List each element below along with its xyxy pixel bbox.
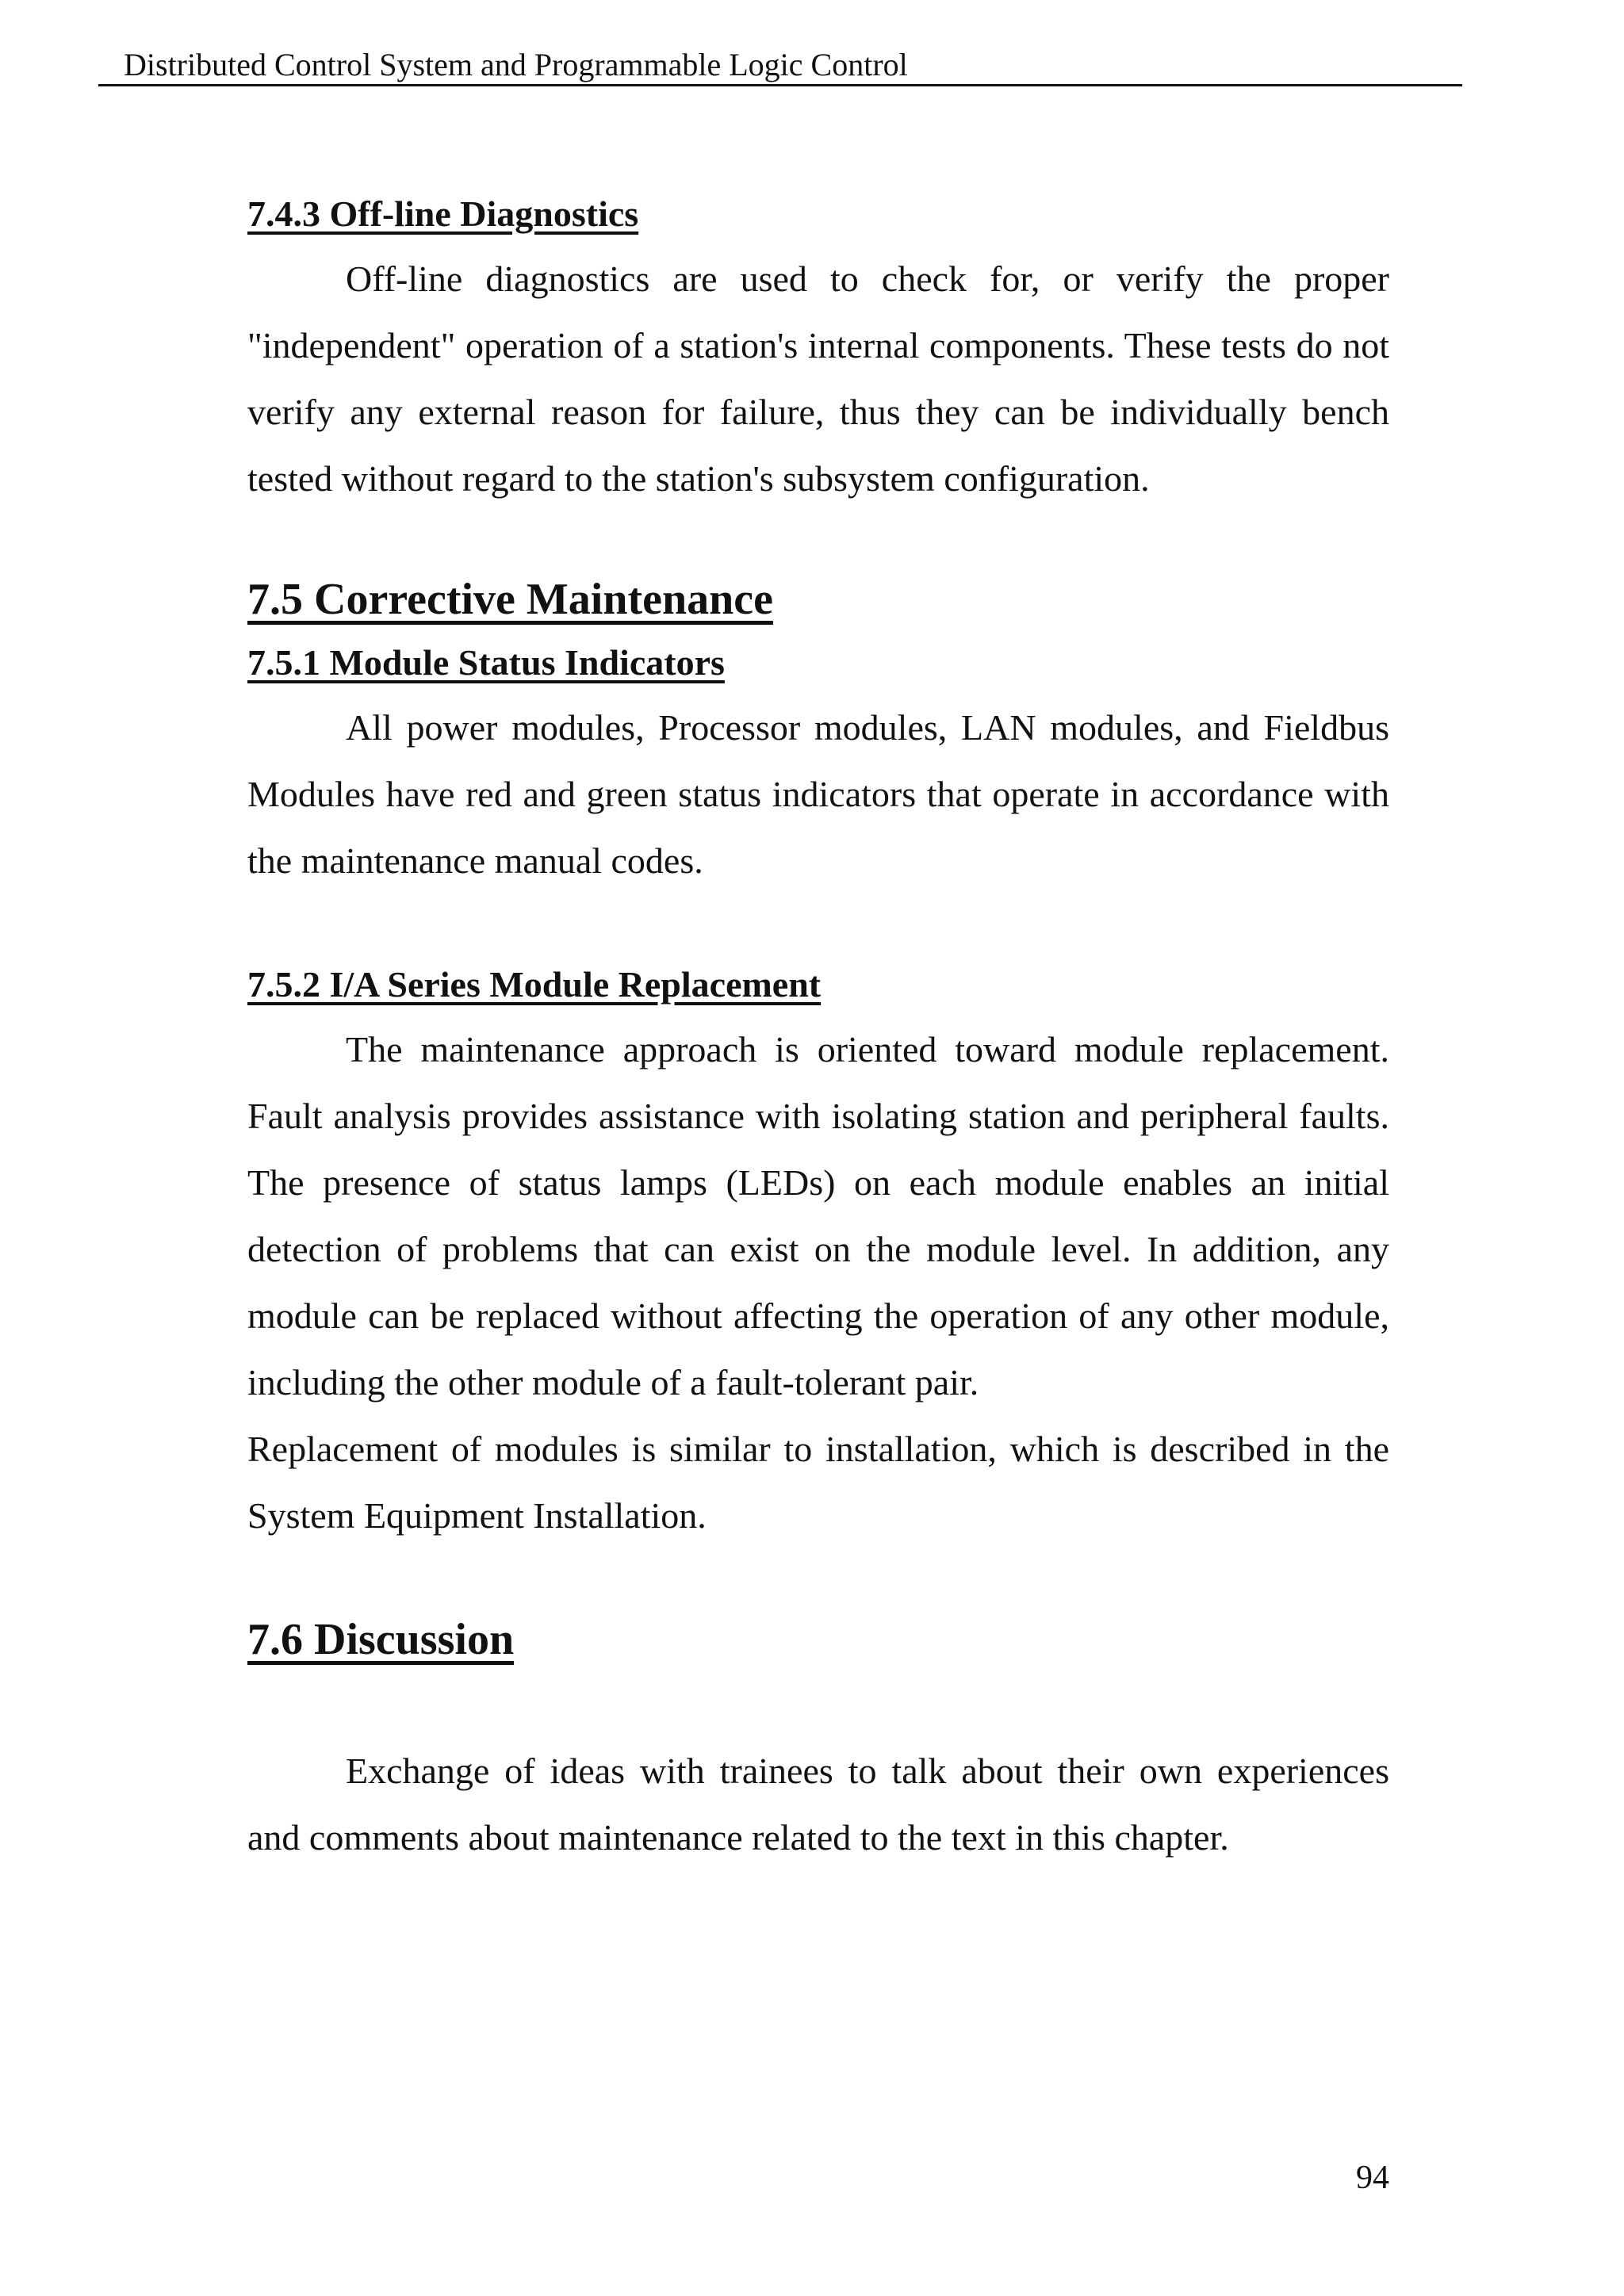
paragraph-discussion: Exchange of ideas with trainees to talk about their own experiences and comments about maintenance related to the text in this chapter. bbox=[247, 1751, 1389, 1858]
paragraph-module-status-indicators: All power modules, Processor modules, LAN modules, and Fieldbus Modules have red and green status indicators that operate in accordance with the maintenance manual codes. bbox=[247, 707, 1389, 881]
section-7-5-2 bbox=[247, 961, 1389, 1549]
page-content bbox=[247, 190, 1389, 1871]
page-number: 94 bbox=[1356, 2160, 1389, 2196]
section-7-6 bbox=[247, 1611, 1389, 1871]
section-7-5-1 bbox=[247, 639, 1389, 894]
heading-7-5-1: 7.5.1 Module Status Indicators bbox=[247, 642, 725, 683]
heading-7-5-2: 7.5.2 I/A Series Module Replacement bbox=[247, 964, 822, 1004]
heading-7-5: 7.5 Corrective Maintenance bbox=[247, 575, 773, 624]
paragraph-module-replacement: The maintenance approach is oriented toward module replacement. Fault analysis provides assistance with isolating station and peripheral faults. The presence of status lamps (LEDs) on each module enables an initial detection of problems that can exist on the module level. In addition, any module can be replaced without affecting the operation of any other module, including the other module of a fault-tolerant pair. bbox=[247, 1029, 1389, 1402]
running-header bbox=[98, 46, 1462, 86]
running-header-title: Distributed Control System and Programmable Logic Control bbox=[124, 47, 908, 82]
paragraph-replacement-installation: Replacement of modules is similar to installation, which is described in the System Equipment Installation. bbox=[247, 1429, 1389, 1536]
section-7-5 bbox=[247, 571, 1389, 628]
heading-7-6: 7.6 Discussion bbox=[247, 1615, 515, 1664]
section-7-4-3 bbox=[247, 190, 1389, 512]
heading-7-4-3: 7.4.3 Off-line Diagnostics bbox=[247, 193, 639, 234]
paragraph-offline-diagnostics: Off-line diagnostics are used to check for, or verify the proper "independent" operation of a station's internal components. These tests do not verify any external reason for failure, thus they can be individually bench tested without regard to the station's subsystem configuration. bbox=[247, 258, 1389, 499]
